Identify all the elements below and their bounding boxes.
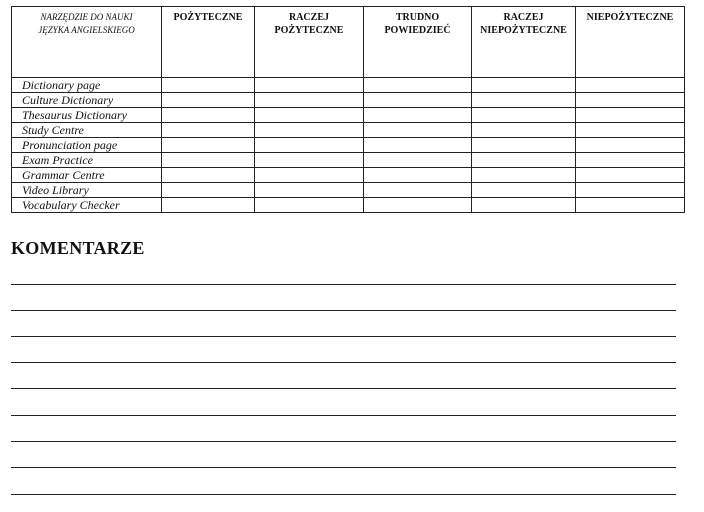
rating-cell[interactable]	[576, 198, 685, 213]
table-row	[12, 183, 685, 198]
rating-cell[interactable]	[472, 198, 576, 213]
evaluation-table	[11, 6, 685, 213]
rating-cell[interactable]	[162, 78, 255, 93]
table-header-row	[12, 7, 685, 78]
rating-cell[interactable]	[255, 108, 364, 123]
rating-cell[interactable]	[472, 183, 576, 198]
rating-cell[interactable]	[162, 108, 255, 123]
rating-cell[interactable]	[472, 138, 576, 153]
comments-heading: KOMENTARZE	[11, 238, 145, 258]
rating-header-line1: TRUDNO	[395, 12, 440, 23]
tool-header-line1: NARZĘDZIE DO NAUKI	[40, 12, 133, 22]
tool-name-cell: Dictionary page	[12, 78, 162, 93]
comment-line[interactable]	[11, 415, 676, 416]
rating-cell[interactable]	[576, 183, 685, 198]
rating-header-line1: NIEPOŻYTECZNE	[586, 12, 674, 23]
rating-cell[interactable]	[255, 183, 364, 198]
rating-cell[interactable]	[364, 108, 472, 123]
rating-cell[interactable]	[472, 78, 576, 93]
rating-header-rather-useless	[472, 7, 576, 78]
comment-line[interactable]	[11, 388, 676, 389]
rating-header-useful	[162, 7, 255, 78]
tool-name-cell: Exam Practice	[12, 153, 162, 168]
rating-cell[interactable]	[576, 78, 685, 93]
comment-line[interactable]	[11, 336, 676, 337]
rating-cell[interactable]	[364, 183, 472, 198]
comment-line[interactable]	[11, 284, 676, 285]
rating-header-line2: POŻYTECZNE	[274, 25, 344, 36]
comment-line[interactable]	[11, 362, 676, 363]
rating-cell[interactable]	[472, 153, 576, 168]
table-row	[12, 153, 685, 168]
comment-line[interactable]	[11, 467, 676, 468]
rating-cell[interactable]	[255, 78, 364, 93]
tool-name-cell: Pronunciation page	[12, 138, 162, 153]
rating-header-line1: POŻYTECZNE	[173, 12, 243, 23]
rating-header-useless	[576, 7, 685, 78]
rating-cell[interactable]	[364, 153, 472, 168]
rating-cell[interactable]	[364, 93, 472, 108]
rating-cell[interactable]	[162, 138, 255, 153]
table-row	[12, 108, 685, 123]
rating-cell[interactable]	[472, 93, 576, 108]
rating-cell[interactable]	[576, 153, 685, 168]
tool-name-cell: Vocabulary Checker	[12, 198, 162, 213]
rating-header-line1: RACZEJ	[503, 12, 544, 23]
rating-cell[interactable]	[162, 93, 255, 108]
table-row	[12, 198, 685, 213]
rating-cell[interactable]	[255, 153, 364, 168]
rating-cell[interactable]	[162, 168, 255, 183]
tool-name-cell: Culture Dictionary	[12, 93, 162, 108]
table-row	[12, 78, 685, 93]
rating-cell[interactable]	[162, 198, 255, 213]
rating-header-hard-to-say	[364, 7, 472, 78]
tool-column-header	[12, 7, 162, 78]
rating-cell[interactable]	[255, 93, 364, 108]
rating-cell[interactable]	[364, 78, 472, 93]
rating-cell[interactable]	[364, 123, 472, 138]
rating-cell[interactable]	[364, 138, 472, 153]
comment-line[interactable]	[11, 441, 676, 442]
comment-line[interactable]	[11, 310, 676, 311]
rating-cell[interactable]	[576, 168, 685, 183]
tool-name-cell: Thesaurus Dictionary	[12, 108, 162, 123]
rating-cell[interactable]	[472, 123, 576, 138]
rating-header-rather-useful	[255, 7, 364, 78]
rating-cell[interactable]	[364, 198, 472, 213]
rating-cell[interactable]	[255, 198, 364, 213]
table-row	[12, 93, 685, 108]
rating-cell[interactable]	[364, 168, 472, 183]
rating-header-line2: NIEPOŻYTECZNE	[480, 25, 567, 36]
tool-name-cell: Study Centre	[12, 123, 162, 138]
rating-header-line2: POWIEDZIEĆ	[384, 25, 451, 36]
rating-header-line1: RACZEJ	[288, 12, 329, 23]
rating-cell[interactable]	[472, 168, 576, 183]
rating-cell[interactable]	[576, 108, 685, 123]
rating-cell[interactable]	[576, 93, 685, 108]
rating-cell[interactable]	[162, 123, 255, 138]
table-row	[12, 168, 685, 183]
tool-header-line2: JĘZYKA ANGIELSKIEGO	[38, 25, 135, 35]
tool-name-cell: Grammar Centre	[12, 168, 162, 183]
rating-cell[interactable]	[255, 138, 364, 153]
table-row	[12, 138, 685, 153]
rating-cell[interactable]	[472, 108, 576, 123]
rating-cell[interactable]	[255, 168, 364, 183]
table-row	[12, 123, 685, 138]
rating-cell[interactable]	[255, 123, 364, 138]
rating-cell[interactable]	[162, 153, 255, 168]
tool-name-cell: Video Library	[12, 183, 162, 198]
rating-cell[interactable]	[162, 183, 255, 198]
rating-cell[interactable]	[576, 138, 685, 153]
rating-cell[interactable]	[576, 123, 685, 138]
comment-line[interactable]	[11, 494, 676, 495]
